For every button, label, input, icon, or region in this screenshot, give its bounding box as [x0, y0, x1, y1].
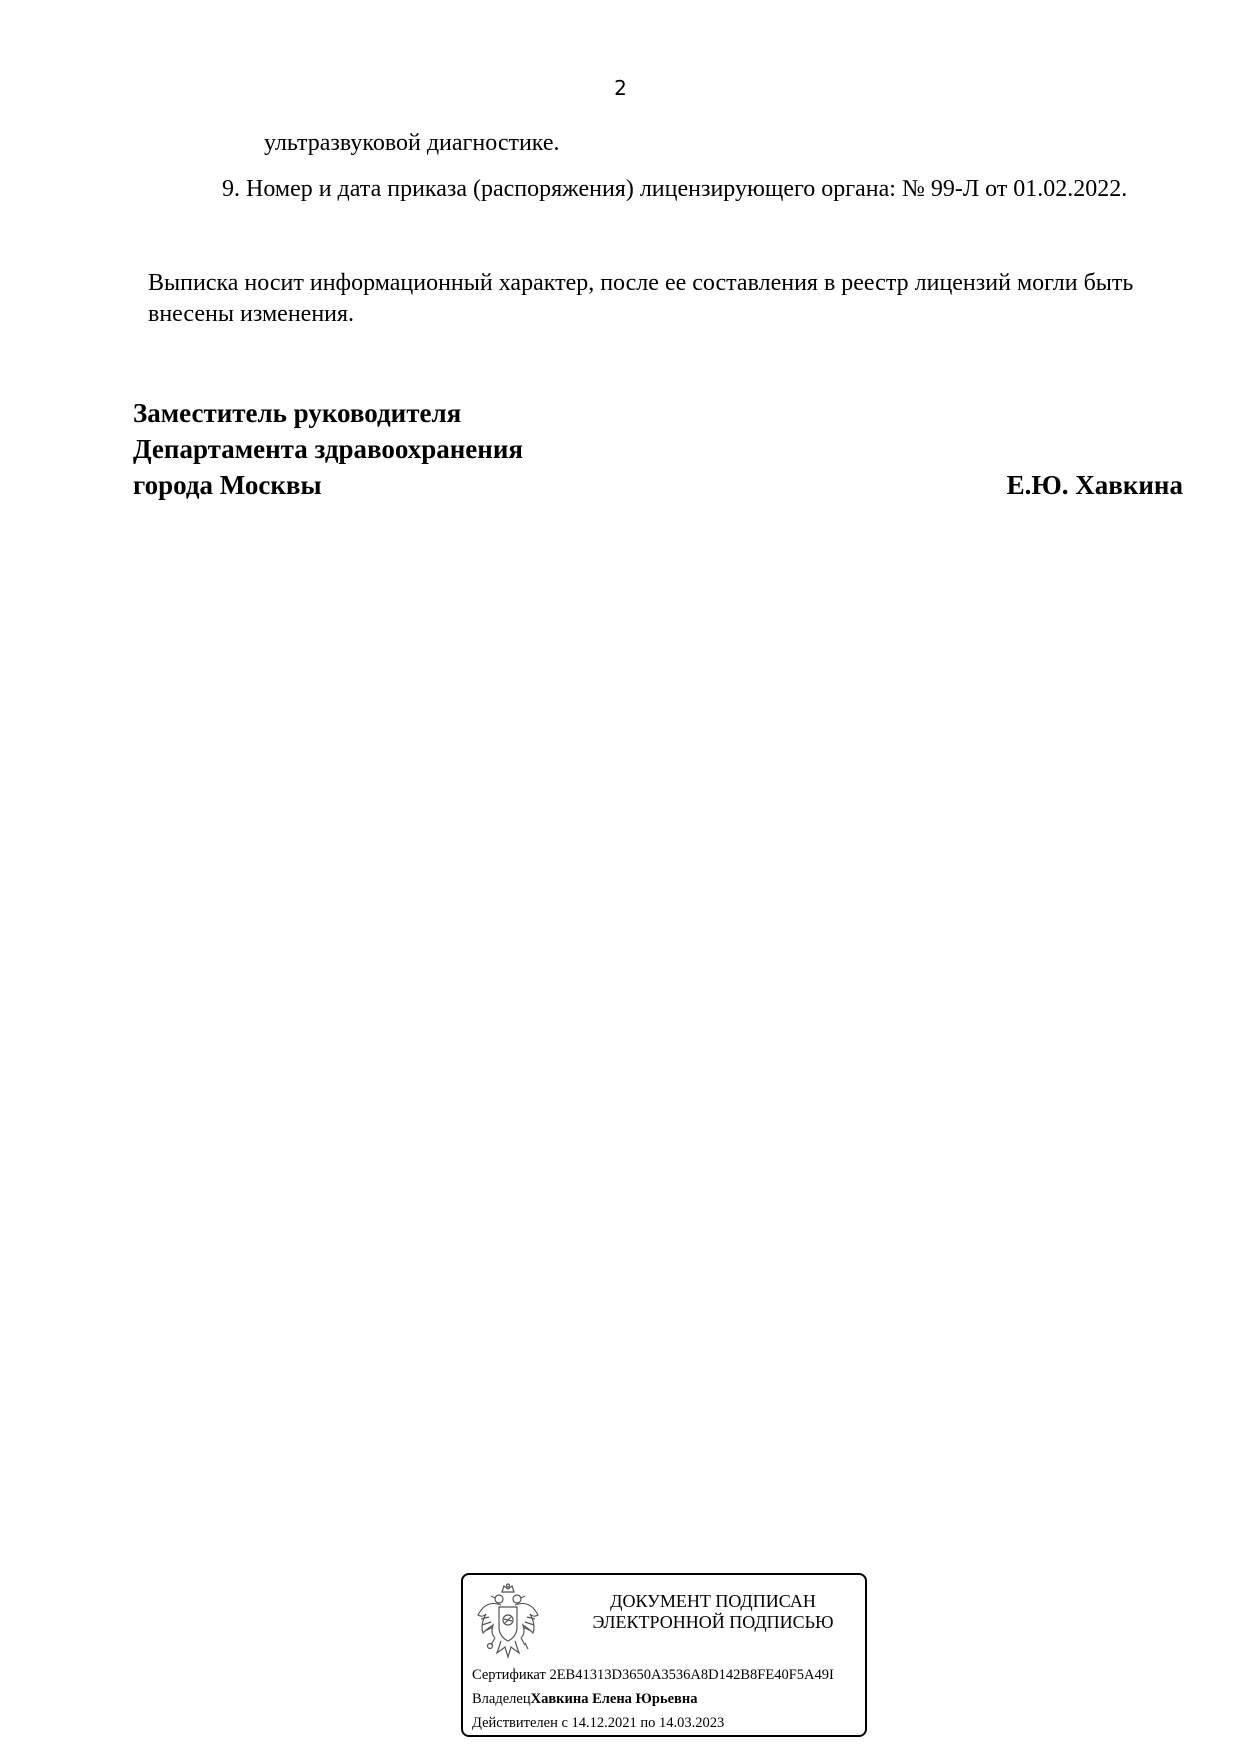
- stamp-title: [563, 1591, 863, 1633]
- owner-label: Владелец: [472, 1691, 531, 1707]
- continuation-text: ультразвуковой диагностике.: [264, 130, 560, 156]
- coat-of-arms-icon: [475, 1583, 541, 1661]
- signature-block: [133, 395, 1183, 503]
- page-number: 2: [614, 76, 627, 100]
- certificate-label: Сертификат: [472, 1667, 546, 1683]
- owner-row: [472, 1691, 698, 1708]
- signer-position-line: города Москвы: [133, 470, 322, 500]
- validity-row: Действителен с 14.12.2021 по 14.03.2023: [472, 1715, 725, 1731]
- certificate-row: [472, 1667, 834, 1684]
- signer-name: Е.Ю. Хавкина: [1006, 470, 1183, 500]
- list-item-9: 9. Номер и дата приказа (распоряжения) лицензирующего органа: № 99-Л от 01.02.2022.: [222, 176, 1128, 202]
- signer-position-line: Заместитель руководителя: [133, 398, 462, 428]
- owner-value: Хавкина Елена Юрьевна: [530, 1691, 698, 1707]
- certificate-value: 2EB41313D3650A3536A8D142B8FE40F5A49I: [549, 1667, 834, 1683]
- stamp-title-line: ЭЛЕКТРОННОЙ ПОДПИСЬЮ: [592, 1612, 834, 1632]
- electronic-signature-stamp: [461, 1573, 867, 1737]
- stamp-title-line: ДОКУМЕНТ ПОДПИСАН: [610, 1591, 816, 1611]
- signer-position-line: Департамента здравоохранения: [133, 434, 524, 464]
- informational-note: Выписка носит информационный характер, после ее составления в реестр лицензий могли быть внесены изменения.: [148, 270, 1134, 327]
